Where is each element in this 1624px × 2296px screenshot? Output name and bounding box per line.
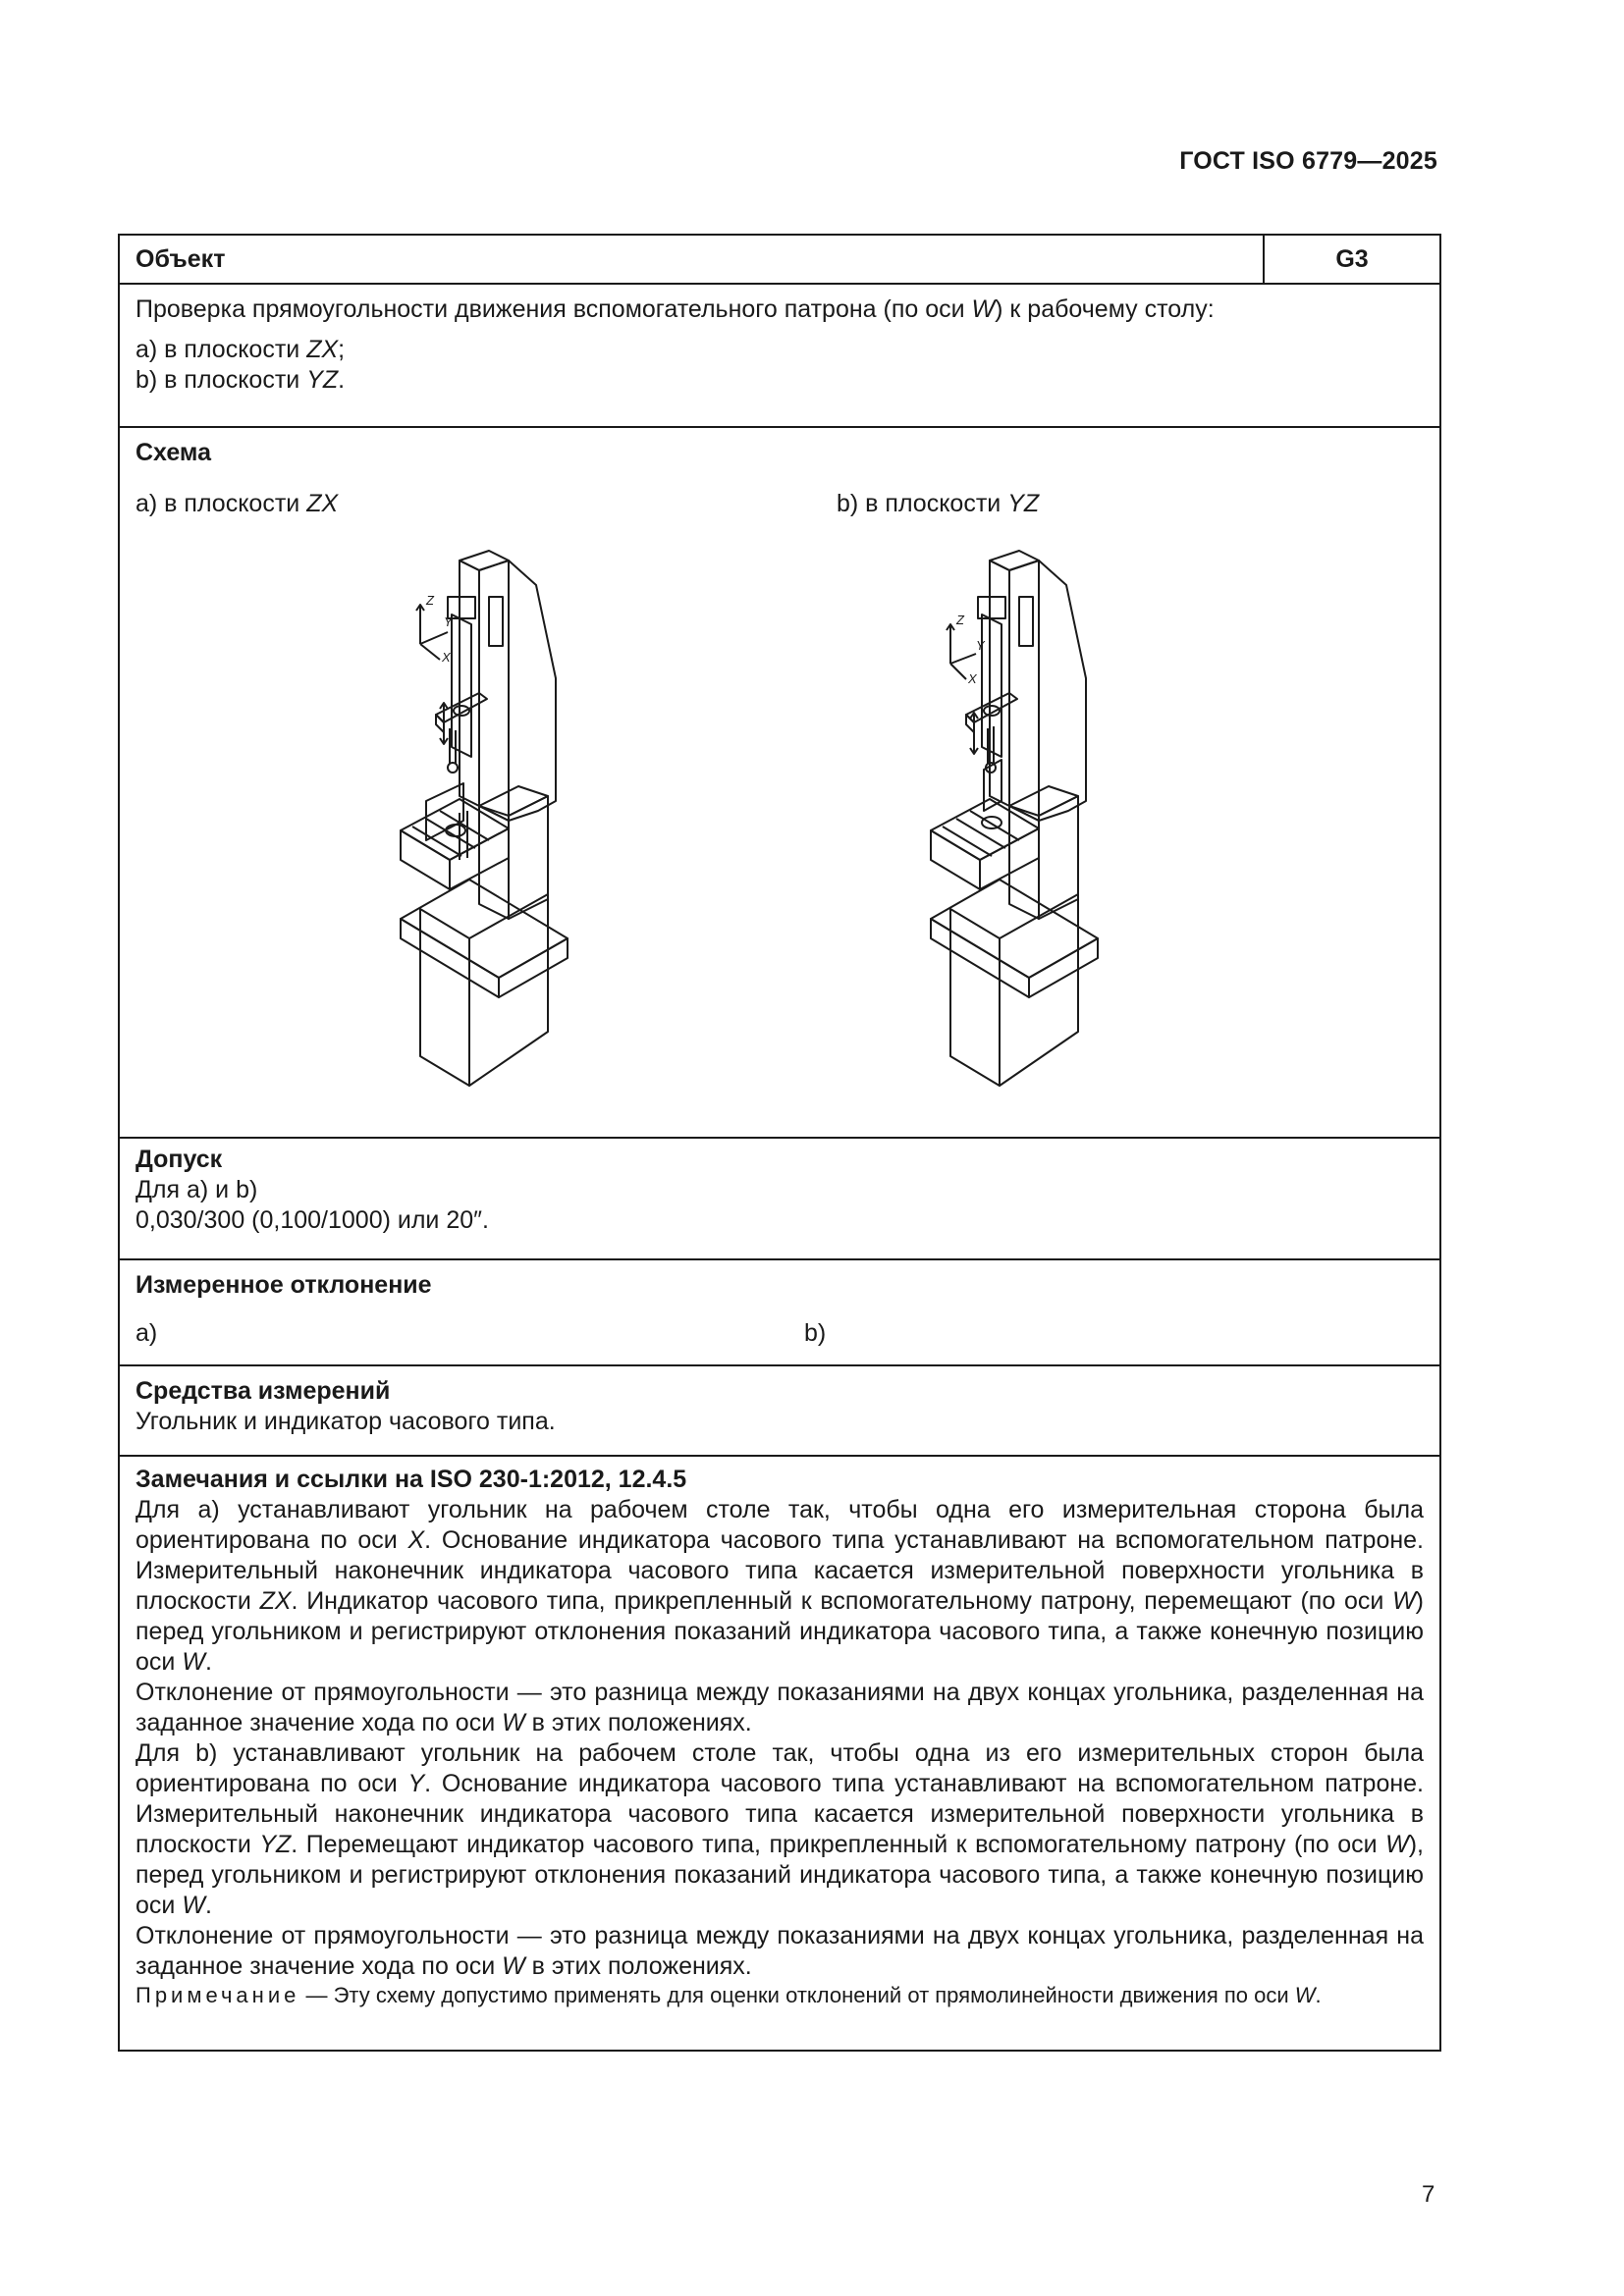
remarks-title: Замечания и ссылки на ISO 230-1:2012, 12.4.5 <box>135 1466 687 1493</box>
instruments-cell <box>119 1365 1440 1456</box>
axis-triad-b <box>947 613 986 686</box>
object-description-row <box>119 284 1440 427</box>
axis-label-y: Y <box>976 638 985 653</box>
tolerance-row <box>119 1138 1440 1259</box>
remarks-paragraph-1: Для а) устанавливают угольник на рабочем столе так, чтобы одна его измерительная сторона была ориентирована по оси X. Основание индикатора часового типа устанавливают на вспомогательном патроне. Измерительный наконечник индикатора часового типа касается измерительной поверхности угольника в плоскости ZX. Индикатор часового типа, прикрепленный к вспомогательному патрону, перемещают (по оси W) перед угольником и регистрируют отклонения показаний индикатора часового типа, а также конечную позицию оси W. <box>135 1496 1424 1676</box>
tolerance-line-1: Для а) и b) <box>135 1176 258 1203</box>
axis-label-y: Y <box>444 614 453 629</box>
remarks-cell <box>119 1456 1440 2051</box>
schema-title: Схема <box>135 439 211 466</box>
tolerance-cell <box>119 1138 1440 1259</box>
object-description: Проверка прямоугольности движения вспомогательного патрона (по оси W) к рабочему столу: <box>135 295 1215 323</box>
object-title: Объект <box>135 244 226 273</box>
remarks-paragraph-4: Отклонение от прямоугольности — это разница между показаниями на двух концах угольника, разделенная на заданное значение хода по оси W в этих положениях. <box>135 1922 1424 1980</box>
measured-row <box>119 1259 1440 1365</box>
schema-row <box>119 427 1440 1138</box>
measured-a: а) <box>135 1319 158 1347</box>
axis-label-x: X <box>968 671 977 686</box>
schema-cell <box>119 427 1440 1138</box>
tolerance-line-2: 0,030/300 (0,100/1000) или 20″. <box>135 1206 489 1234</box>
object-title-cell <box>119 235 1264 284</box>
remarks-paragraph-2: Отклонение от прямоугольности — это разница между показаниями на двух концах угольника, разделенная на заданное значение хода по оси W в этих положениях. <box>135 1679 1424 1736</box>
machine-body-a <box>401 551 568 1086</box>
document-code: ГОСТ ISO 6779—2025 <box>1179 147 1437 175</box>
object-description-cell <box>119 284 1440 427</box>
measured-title: Измеренное отклонение <box>135 1271 432 1299</box>
object-item-a: а) в плоскости ZX; <box>135 336 346 363</box>
measured-cell <box>119 1259 1440 1365</box>
object-header-row <box>119 235 1440 284</box>
page-number: 7 <box>1422 2181 1435 2208</box>
machine-figure-a <box>391 536 803 1125</box>
remarks-row <box>119 1456 1440 2051</box>
machine-figure-b <box>921 536 1333 1125</box>
schema-label-b: b) в плоскости YZ <box>837 490 1040 517</box>
schema-label-a: а) в плоскости ZX <box>135 490 339 517</box>
measured-b: b) <box>804 1319 827 1347</box>
remarks-paragraph-3: Для b) устанавливают угольник на рабочем столе так, чтобы одна из его измерительных сторон была ориентирована по оси Y. Основание индикатора часового типа устанавливают на вспомогательном патроне. Измерительный наконечник индикатора часового типа касается измерительной поверхности угольника в плоскости YZ. Перемещают индикатор часового типа, прикрепленный к вспомогательному патрону (по оси W), перед угольником и регистрируют отклонения показаний индикатора часового типа, а также конечную позицию оси W. <box>135 1739 1424 1919</box>
instruments-row <box>119 1365 1440 1456</box>
instruments-title: Средства измерений <box>135 1377 391 1405</box>
object-code: G3 <box>1264 235 1440 284</box>
instruments-text: Угольник и индикатор часового типа. <box>135 1408 556 1435</box>
tolerance-title: Допуск <box>135 1146 223 1173</box>
specification-table <box>118 234 1441 2052</box>
object-item-b: b) в плоскости YZ. <box>135 366 346 394</box>
axis-label-x: X <box>442 650 451 665</box>
axis-label-z: Z <box>956 613 964 627</box>
axis-label-z: Z <box>426 593 434 608</box>
remarks-note: Примечание — Эту схему допустимо применять для оценки отклонений от прямолинейности движения по оси W. <box>135 1983 1322 2007</box>
note-label: Примечание <box>135 1983 300 2007</box>
machine-body-b <box>931 551 1098 1086</box>
